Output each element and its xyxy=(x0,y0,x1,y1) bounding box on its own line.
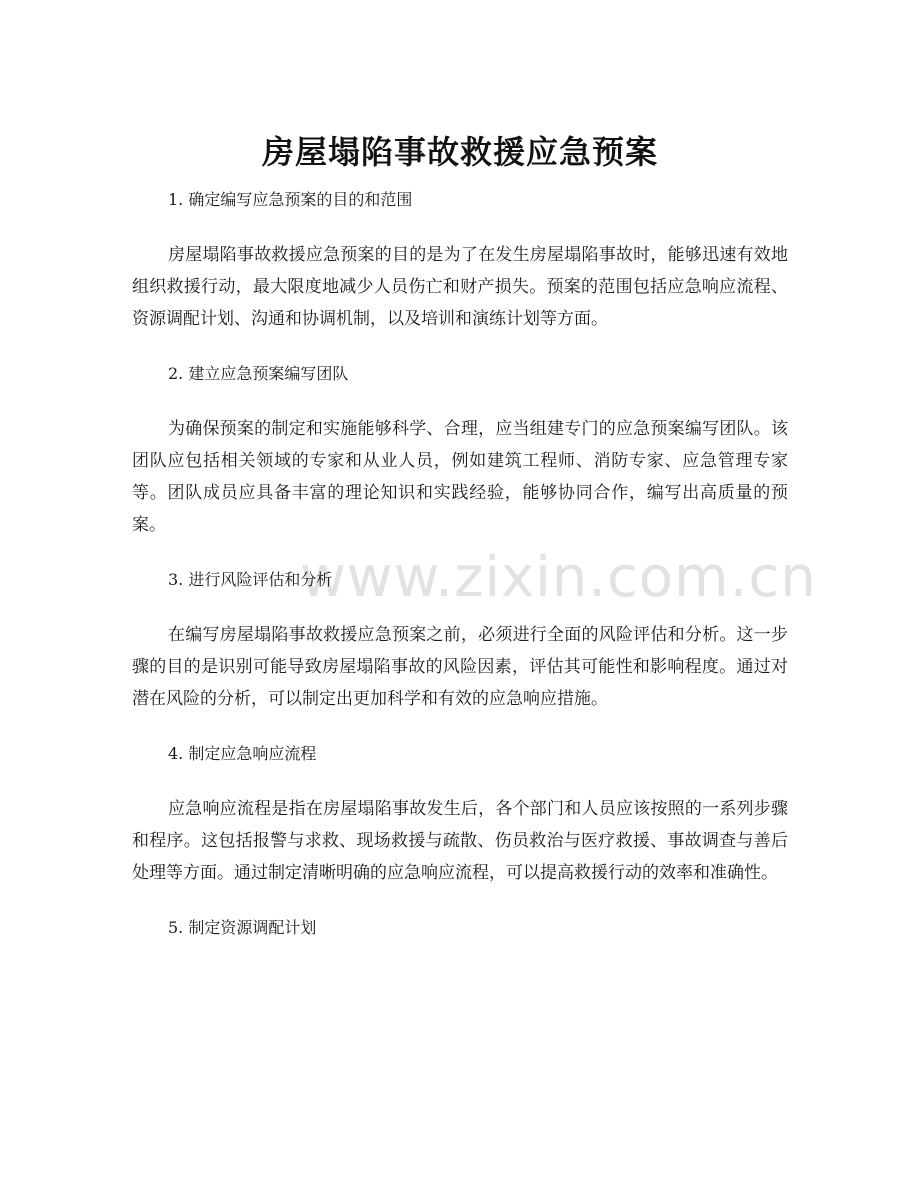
section-heading-1: 1. 确定编写应急预案的目的和范围 xyxy=(168,190,413,209)
section-heading-5: 5. 制定资源调配计划 xyxy=(168,918,317,937)
section-paragraph-3: 在编写房屋塌陷事故救援应急预案之前，必须进行全面的风险评估和分析。这一步骤的目的是识别可能导致房屋塌陷事故的风险因素，评估其可能性和影响程度。通过对潜在风险的分析，可以制定出更加科学和有效的应急响应措施。 xyxy=(132,625,788,709)
section-heading-3: 3. 进行风险评估和分析 xyxy=(168,570,333,589)
section-paragraph-1: 房屋塌陷事故救援应急预案的目的是为了在发生房屋塌陷事故时，能够迅速有效地组织救援行动，最大限度地减少人员伤亡和财产损失。预案的范围包括应急响应流程、资源调配计划、沟通和协调机制，以及培训和演练计划等方面。 xyxy=(132,245,788,329)
section-paragraph-2: 为确保预案的制定和实施能够科学、合理，应当组建专门的应急预案编写团队。该团队应包括相关领域的专家和从业人员，例如建筑工程师、消防专家、应急管理专家等。团队成员应具备丰富的理论知识和实践经验，能够协同合作，编写出高质量的预案。 xyxy=(132,419,788,535)
section-heading-2: 2. 建立应急预案编写团队 xyxy=(168,364,349,383)
document-title: 房屋塌陷事故救援应急预案 xyxy=(261,133,658,172)
document-body xyxy=(132,184,788,944)
section-heading-4: 4. 制定应急响应流程 xyxy=(168,744,317,763)
watermark: www.zixin.com.cn xyxy=(300,545,817,610)
section-paragraph-4: 应急响应流程是指在房屋塌陷事故发生后，各个部门和人员应该按照的一系列步骤和程序。这包括报警与求救、现场救援与疏散、伤员救治与医疗救援、事故调查与善后处理等方面。通过制定清晰明确的应急响应流程，可以提高救援行动的效率和准确性。 xyxy=(132,799,788,883)
